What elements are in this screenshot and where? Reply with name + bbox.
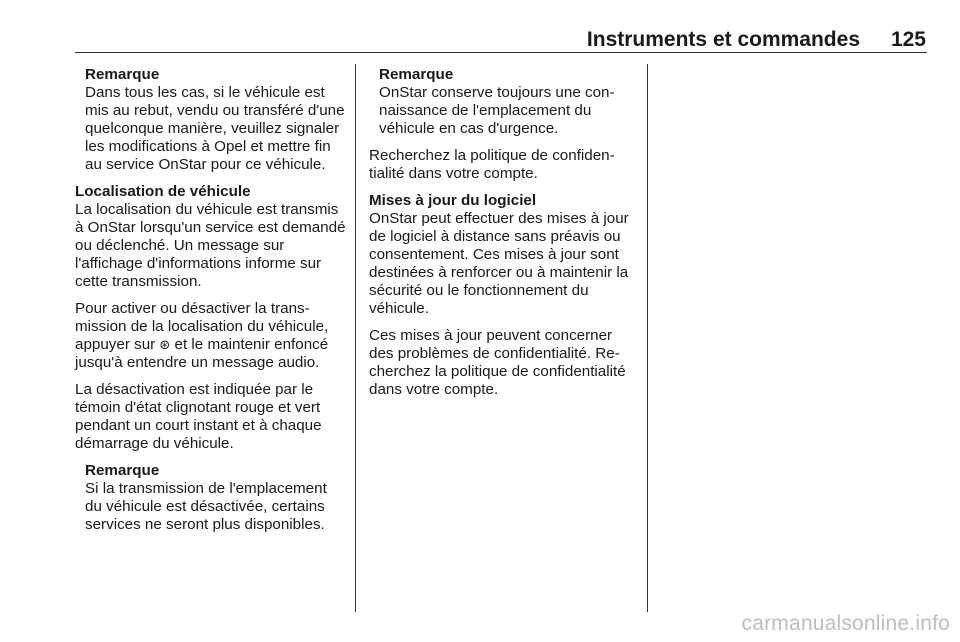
section-vehicle-location [75, 183, 347, 291]
paragraph-activate-start: Pour activer ou désactiver la transmission de la localisation du véhicule, appuyer sur [75, 300, 329, 353]
paragraph-activate-text [75, 300, 347, 372]
note-box-location-disabled [75, 462, 347, 534]
paragraph-deactivation-text: La désactivation est indiquée par le témoin d'état clignotant rouge et vert pendant un court instant et à chaque démarrage du véhicule. [75, 381, 322, 452]
section-software-updates [369, 192, 639, 318]
note-body: Si la transmission de l'emplacement du véhicule est désactivée, certains services ne seront plus disponibles. [85, 480, 327, 533]
note-heading: Remarque [379, 66, 454, 83]
column-divider-1 [355, 64, 356, 612]
paragraph-remote-updates: OnStar peut effectuer des mises à jour de logiciel à distance sans préavis ou consentement. Ces mises à jour sont destinées à renforcer ou à maintenir la sécurité ou le fonctionnement du véhicule. [369, 210, 629, 317]
page-header-title: Instruments et commandes [586, 28, 860, 51]
section-heading-software-updates: Mises à jour du logiciel [369, 192, 537, 209]
column-divider-2 [647, 64, 648, 612]
note-box-emergency-location [369, 66, 639, 138]
text-column-1 [75, 66, 347, 543]
watermark-text: carmanualsonline.info [741, 612, 950, 635]
text-column-2 [369, 66, 639, 408]
note-box-disposal [75, 66, 347, 174]
header-rule [75, 52, 927, 53]
paragraph-deactivation-indicator [75, 381, 347, 453]
paragraph-privacy-text: Recherchez la politique de confidentialité dans votre compte. [369, 147, 615, 182]
paragraph-update-privacy [369, 327, 639, 399]
onstar-button-icon: ⊛ [159, 337, 171, 352]
section-heading-vehicle-location: Localisation de véhicule [75, 183, 251, 200]
note-heading: Remarque [85, 66, 160, 83]
paragraph-location-transmission: La localisation du véhicule est transmis à OnStar lorsqu'un service est demandé ou déclenché. Un message sur l'affichage d'informations informe sur cette transmission. [75, 201, 346, 290]
note-heading: Remarque [85, 462, 160, 479]
note-body: OnStar conserve toujours une connaissance de l'emplacement du véhicule en cas d'urgence. [379, 84, 615, 137]
page-number: 125 [890, 28, 926, 51]
paragraph-activate-location [75, 300, 347, 372]
paragraph-update-privacy-text: Ces mises à jour peuvent concerner des problèmes de confidentialité. Recherchez la politique de confidentialité dans votre compte. [369, 327, 626, 398]
paragraph-privacy-policy [369, 147, 639, 183]
note-body: Dans tous les cas, si le véhicule est mis au rebut, vendu ou transféré d'une quelconque manière, veuillez signaler les modifications à Opel et mettre fin au service OnStar pour ce véhicule. [85, 84, 345, 173]
paragraph-activate-end: et le maintenir enfoncé jusqu'à entendre un message audio. [75, 336, 329, 371]
